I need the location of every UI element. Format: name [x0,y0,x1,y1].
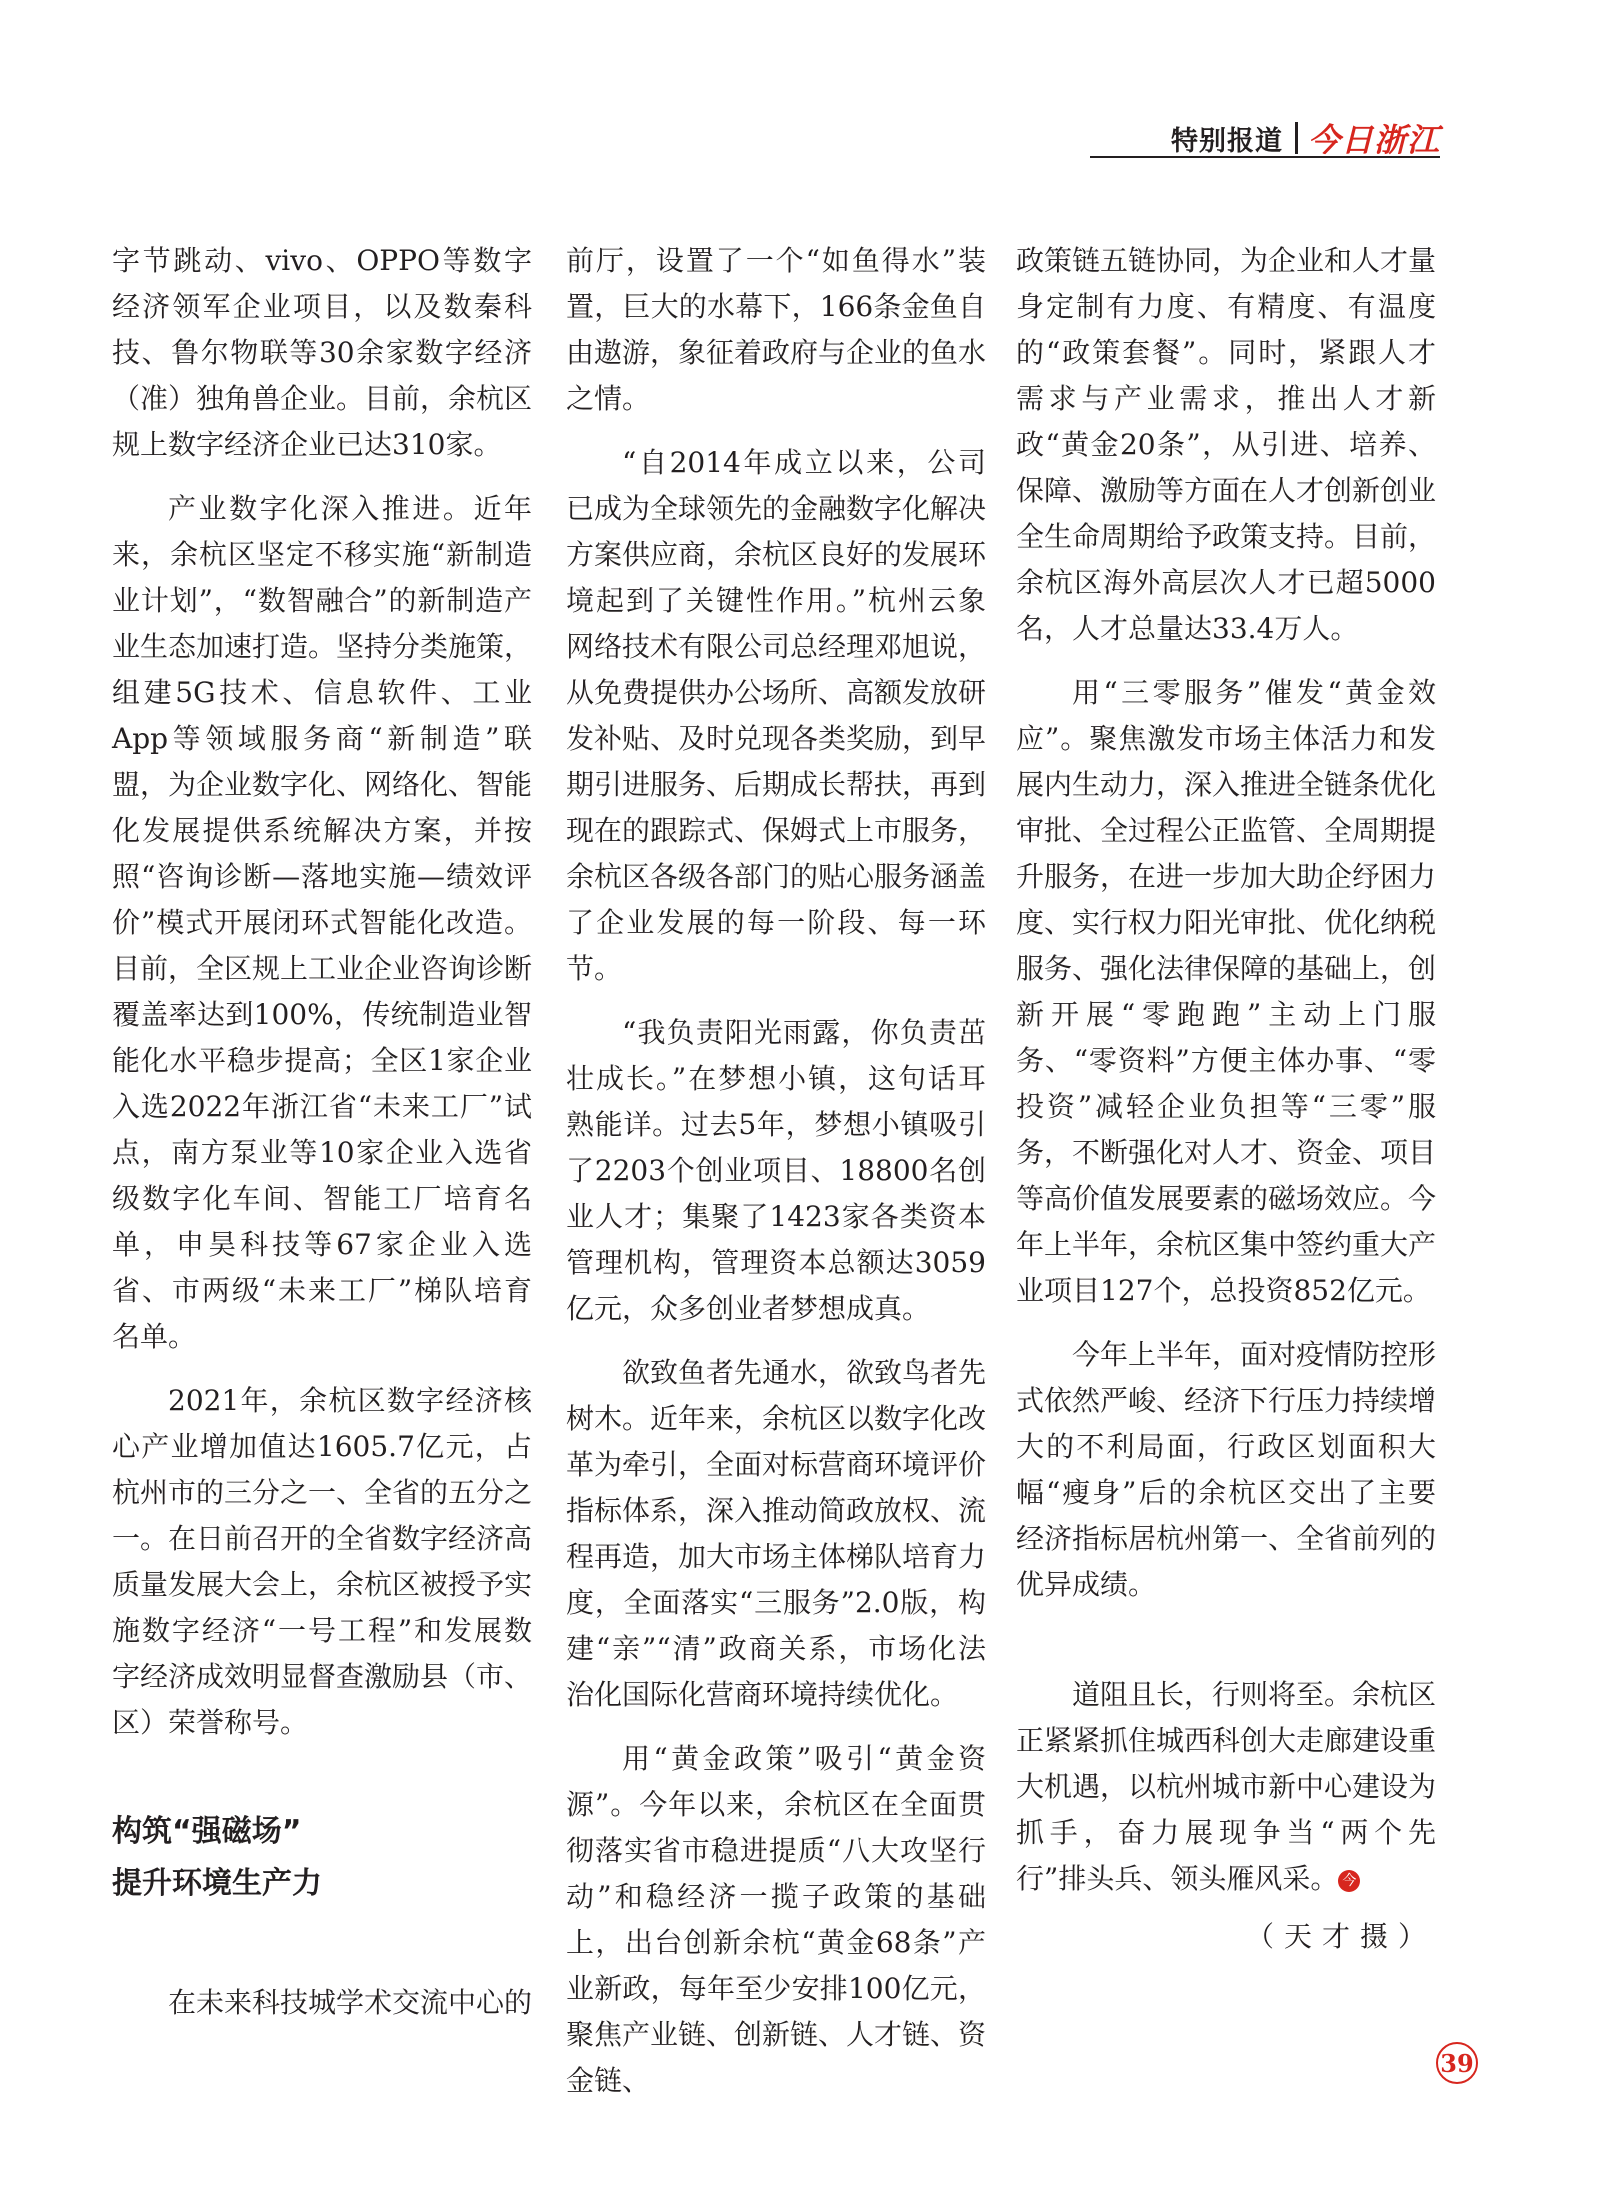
paragraph: 用“三零服务”催发“黄金效应”。聚焦激发市场主体活力和发展内生动力，深入推进全链条优化审批、全过程公正监管、全周期提升服务，在进一步加大助企纾困力度、实行权力阳光审批、优化纳税服务、强化法律保障的基础上，创新开展“零跑跑”主动上门服务、“零资料”方便主体办事、“零投资”减轻企业负担等“三零”服务，不断强化对人才、资金、项目等高价值发展要素的磁场效应。今年上半年，余杭区集中签约重大产业项目127个，总投资852亿元。 [1016,676,1437,1307]
page-number: 39 [1436,2042,1478,2084]
closing-text: 道阻且长，行则将至。余杭区正紧紧抓住城西科创大走廊建设重大机遇，以杭州城市新中心建设为抓手，奋力展现争当“两个先行”排头兵、领头雁风采。 [1016,1678,1437,1895]
paragraph: 今年上半年，面对疫情防控形式依然严峻、经济下行压力持续增大的不利局面，行政区划面积大幅“瘦身”后的余杭区交出了主要经济指标居杭州第一、全省前列的优异成绩。 [1016,1338,1437,1601]
paragraph: 产业数字化深入推进。近年来，余杭区坚定不移实施“新制造业计划”，“数智融合”的新制造产业生态加速打造。坚持分类施策，组建5G技术、信息软件、工业App等领域服务商“新制造”联盟，为企业数字化、网络化、智能化发展提供系统解决方案，并按照“咨询诊断—落地实施—绩效评价”模式开展闭环式智能化改造。目前，全区规上工业企业咨询诊断覆盖率达到100%，传统制造业智能化水平稳步提高；全区1家企业入选2022年浙江省“未来工厂”试点，南方泵业等10家企业入选省级数字化车间、智能工厂培育名单，申昊科技等67家企业入选省、市两级“未来工厂”梯队培育名单。 [112,492,533,1353]
header-rule [1090,156,1440,158]
paragraph: 在未来科技城学术交流中心的 [168,1986,533,2019]
section-label: 特别报道 [1170,125,1283,157]
paragraph: 政策链五链协同，为企业和人才量身定制有力度、有精度、有温度的“政策套餐”。同时，紧跟人才需求与产业需求，推出人才新政“黄金20条”，从引进、培养、保障、激励等方面在人才创新创业全生命周期给予政策支持。目前，余杭区海外高层次人才已超5000名，人才总量达33.4万人。 [1016,244,1437,645]
paragraph: “自2014年成立以来，公司已成为全球领先的金融数字化解决方案供应商，余杭区良好的发展环境起到了关键性作用。”杭州云象网络技术有限公司总经理邓旭说，从免费提供办公场所、高额发放研发补贴、及时兑现各类奖励，到早期引进服务、后期成长帮扶，再到现在的跟踪式、保姆式上市服务，余杭区各级各部门的贴心服务涵盖了企业发展的每一阶段、每一环节。 [566,446,987,985]
column-2 [566,238,986,2104]
paragraph: 字节跳动、vivo、OPPO等数字经济领军企业项目，以及数秦科技、鲁尔物联等30余家数字经济（准）独角兽企业。目前，余杭区规上数字经济企业已达310家。 [112,244,533,461]
header-divider [1295,122,1298,154]
page-header [1171,118,1440,158]
paragraph: “我负责阳光雨露，你负责茁壮成长。”在梦想小镇，这句话耳熟能详。过去5年，梦想小镇吸引了2203个创业项目、18800名创业人才；集聚了1423家各类资本管理机构，管理资本总额达3059亿元，众多创业者梦想成真。 [566,1016,986,1325]
photo-credit: （天才摄） [1245,1920,1436,1953]
paragraph-closing [1016,1672,1436,1902]
paragraph: 2021年，余杭区数字经济核心产业增加值达1605.7亿元，占杭州市的三分之一、全省的五分之一。在日前召开的全省数字经济高质量发展大会上，余杭区被授予实施数字经济“一号工程”和发展数字经济成效明显督查激励县（市、区）荣誉称号。 [112,1384,533,1739]
column-1 [112,238,532,2026]
paragraph: 欲致鱼者先通水，欲致鸟者先树木。近年来，余杭区以数字化改革为牵引，全面对标营商环境评价指标体系，深入推动简政放权、流程再造，加大市场主体梯队培育力度，全面落实“三服务”2.0版，构建“亲”“清”政商关系，市场化法治化国际化营商环境持续优化。 [566,1356,987,1711]
subheading-line-1: 构筑“强磁场” [112,1814,302,1849]
end-mark-icon: 今 [1338,1870,1360,1892]
column-3 [1016,238,1436,1960]
magazine-logo: 今日浙江 [1307,121,1440,159]
section-subheading [112,1806,532,1910]
paragraph: 前厅，设置了一个“如鱼得水”装置，巨大的水幕下，166条金鱼自由遨游，象征着政府与企业的鱼水之情。 [566,244,987,415]
paragraph: 用“黄金政策”吸引“黄金资源”。今年以来，余杭区在全面贯彻落实省市稳进提质“八大攻坚行动”和稳经济一揽子政策的基础上，出台创新余杭“黄金68条”产业新政，每年至少安排100亿元，聚焦产业链、创新链、人才链、资金链、 [566,1742,987,2097]
subheading-line-2: 提升环境生产力 [112,1866,322,1901]
